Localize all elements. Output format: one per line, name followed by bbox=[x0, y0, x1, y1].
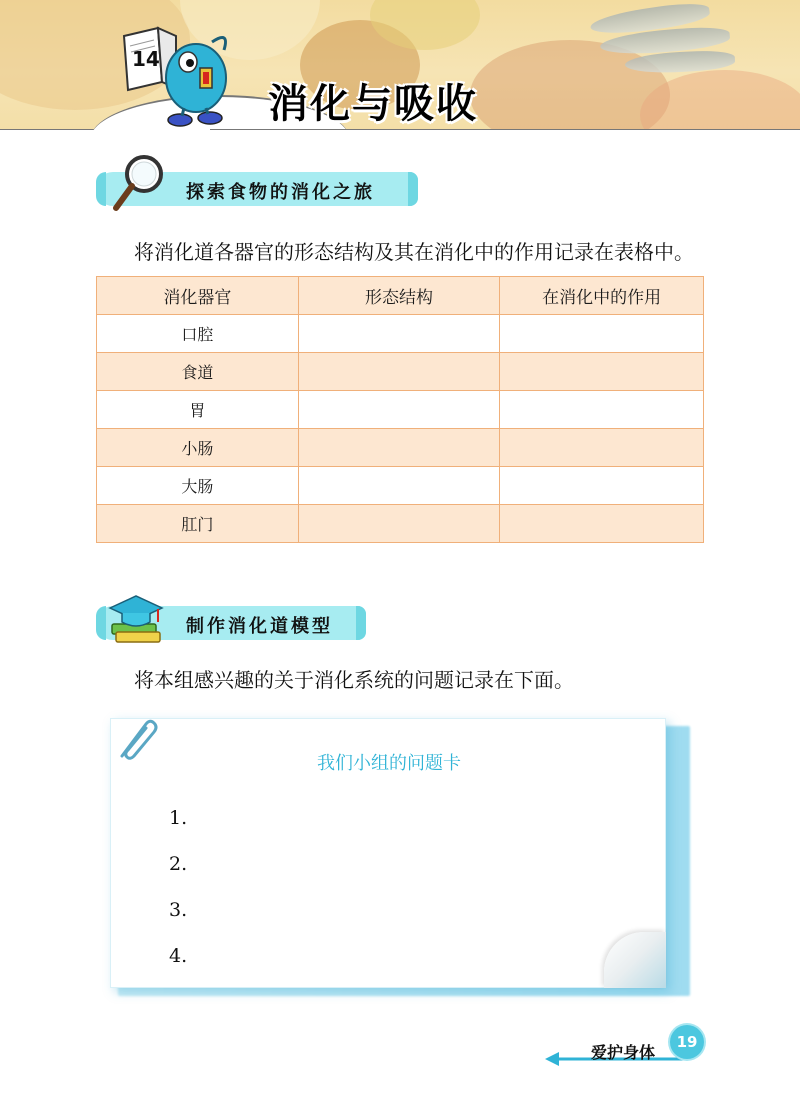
function-cell[interactable] bbox=[500, 391, 704, 429]
table-row bbox=[97, 315, 704, 353]
section-title: 制作消化道模型 bbox=[186, 616, 333, 637]
page-number: 19 bbox=[670, 1025, 704, 1059]
structure-cell[interactable] bbox=[298, 353, 500, 391]
page-title: 消化与吸收 bbox=[268, 81, 478, 127]
function-cell[interactable] bbox=[500, 467, 704, 505]
column-header: 消化器官 bbox=[97, 277, 299, 315]
question-line-1[interactable]: 1. bbox=[169, 807, 188, 829]
question-card bbox=[110, 718, 666, 988]
table-row bbox=[97, 353, 704, 391]
organ-cell: 肛门 bbox=[97, 505, 299, 543]
column-header: 形态结构 bbox=[298, 277, 500, 315]
organ-cell: 食道 bbox=[97, 353, 299, 391]
lesson-number: 14 bbox=[132, 47, 160, 71]
question-line-3[interactable]: 3. bbox=[169, 899, 188, 921]
table-row bbox=[97, 429, 704, 467]
table-row bbox=[97, 391, 704, 429]
structure-cell[interactable] bbox=[298, 505, 500, 543]
column-header: 在消化中的作用 bbox=[500, 277, 704, 315]
table-row bbox=[97, 467, 704, 505]
structure-cell[interactable] bbox=[298, 467, 500, 505]
organ-cell: 大肠 bbox=[97, 467, 299, 505]
card-title: 我们小组的问题卡 bbox=[317, 753, 461, 774]
organ-cell: 口腔 bbox=[97, 315, 299, 353]
graduation-cap-on-books-icon bbox=[104, 590, 166, 646]
paper-clip-icon bbox=[112, 716, 160, 762]
table-header-row bbox=[97, 277, 704, 315]
question-line-2[interactable]: 2. bbox=[169, 853, 188, 875]
organ-record-table bbox=[96, 276, 704, 543]
structure-cell[interactable] bbox=[298, 391, 500, 429]
organ-cell: 胃 bbox=[97, 391, 299, 429]
function-cell[interactable] bbox=[500, 505, 704, 543]
table-row bbox=[97, 505, 704, 543]
card-instruction: 将本组感兴趣的关于消化系统的问题记录在下面。 bbox=[134, 668, 574, 692]
structure-cell[interactable] bbox=[298, 315, 500, 353]
mascot-reading-book-icon bbox=[118, 22, 238, 132]
function-cell[interactable] bbox=[500, 353, 704, 391]
table-instruction: 将消化道各器官的形态结构及其在消化中的作用记录在表格中。 bbox=[134, 240, 694, 264]
question-line-4[interactable]: 4. bbox=[169, 945, 188, 967]
structure-cell[interactable] bbox=[298, 429, 500, 467]
magnifier-icon bbox=[108, 152, 168, 214]
footer-section-name: 爱护身体 bbox=[591, 1043, 656, 1062]
organ-cell: 小肠 bbox=[97, 429, 299, 467]
function-cell[interactable] bbox=[500, 429, 704, 467]
section-title: 探索食物的消化之旅 bbox=[186, 182, 375, 203]
function-cell[interactable] bbox=[500, 315, 704, 353]
